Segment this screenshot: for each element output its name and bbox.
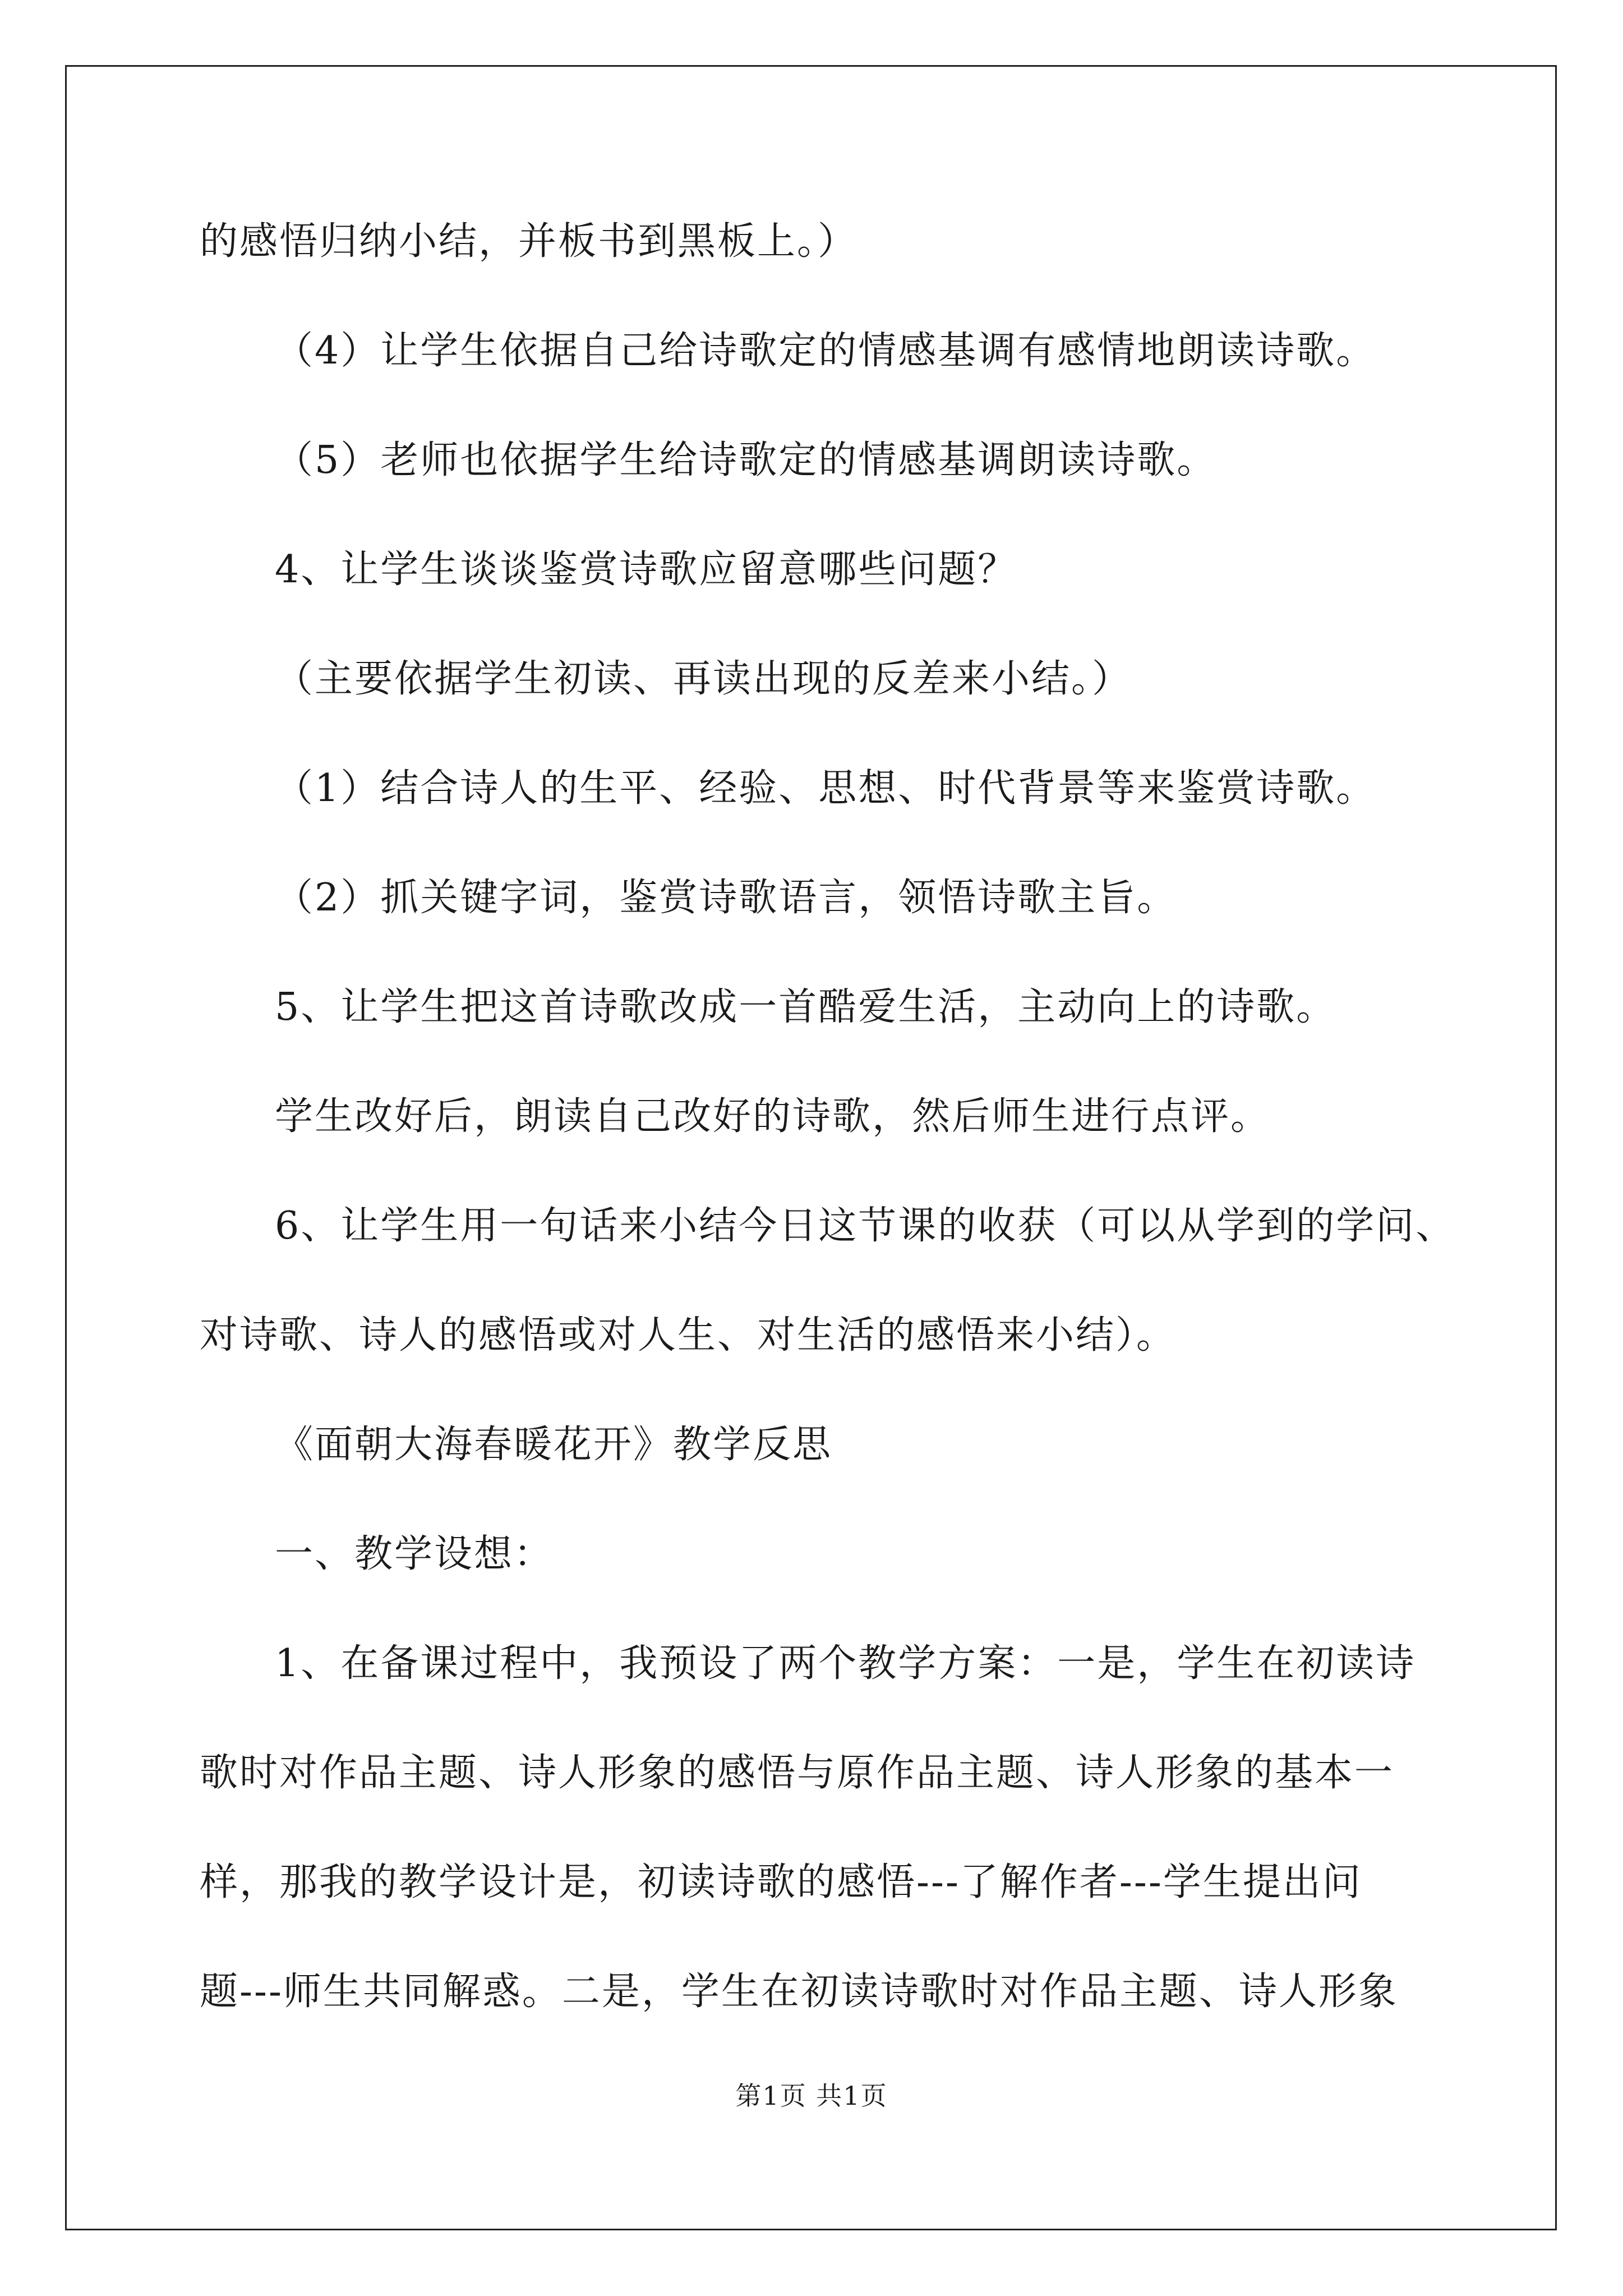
text-line: 学生改好后，朗读自己改好的诗歌，然后师生进行点评。 (275, 1094, 1271, 1139)
text-line: （1）结合诗人的生平、经验、思想、时代背景等来鉴赏诗歌。 (275, 766, 1376, 811)
text-line: 6、让学生用一句话来小结今日这节课的收获（可以从学到的学问、 (275, 1204, 1456, 1248)
section-heading: 一、教学设想： (275, 1532, 554, 1576)
page-footer: 第1页 共1页 (735, 2081, 888, 2111)
text-line: 的感悟归纳小结，并板书到黑板上。） (200, 219, 858, 264)
text-line: 歌时对作品主题、诗人形象的感悟与原作品主题、诗人形象的基本一 (200, 1751, 1395, 1795)
text-line: 题---师生共同解惑。二是，学生在初读诗歌时对作品主题、诗人形象 (200, 1970, 1398, 2014)
text-line: 4、让学生谈谈鉴赏诗歌应留意哪些问题？ (275, 547, 1018, 592)
text-line: 对诗歌、诗人的感悟或对人生、对生活的感悟来小结）。 (200, 1313, 1177, 1358)
text-line: （5）老师也依据学生给诗歌定的情感基调朗读诗歌。 (275, 438, 1217, 482)
text-line: 1、在备课过程中，我预设了两个教学方案：一是，学生在初读诗 (275, 1641, 1416, 1686)
section-title: 《面朝大海春暖花开》教学反思 (275, 1423, 833, 1467)
text-line: 5、让学生把这首诗歌改成一首酷爱生活，主动向上的诗歌。 (275, 985, 1336, 1029)
text-line: （主要依据学生初读、再读出现的反差来小结。） (275, 657, 1132, 701)
text-line: （2）抓关键字词，鉴赏诗歌语言，领悟诗歌主旨。 (275, 876, 1177, 920)
text-line: （4）让学生依据自己给诗歌定的情感基调有感情地朗读诗歌。 (275, 329, 1376, 373)
text-line: 样，那我的教学设计是，初读诗歌的感悟---了解作者---学生提出问 (200, 1860, 1362, 1904)
